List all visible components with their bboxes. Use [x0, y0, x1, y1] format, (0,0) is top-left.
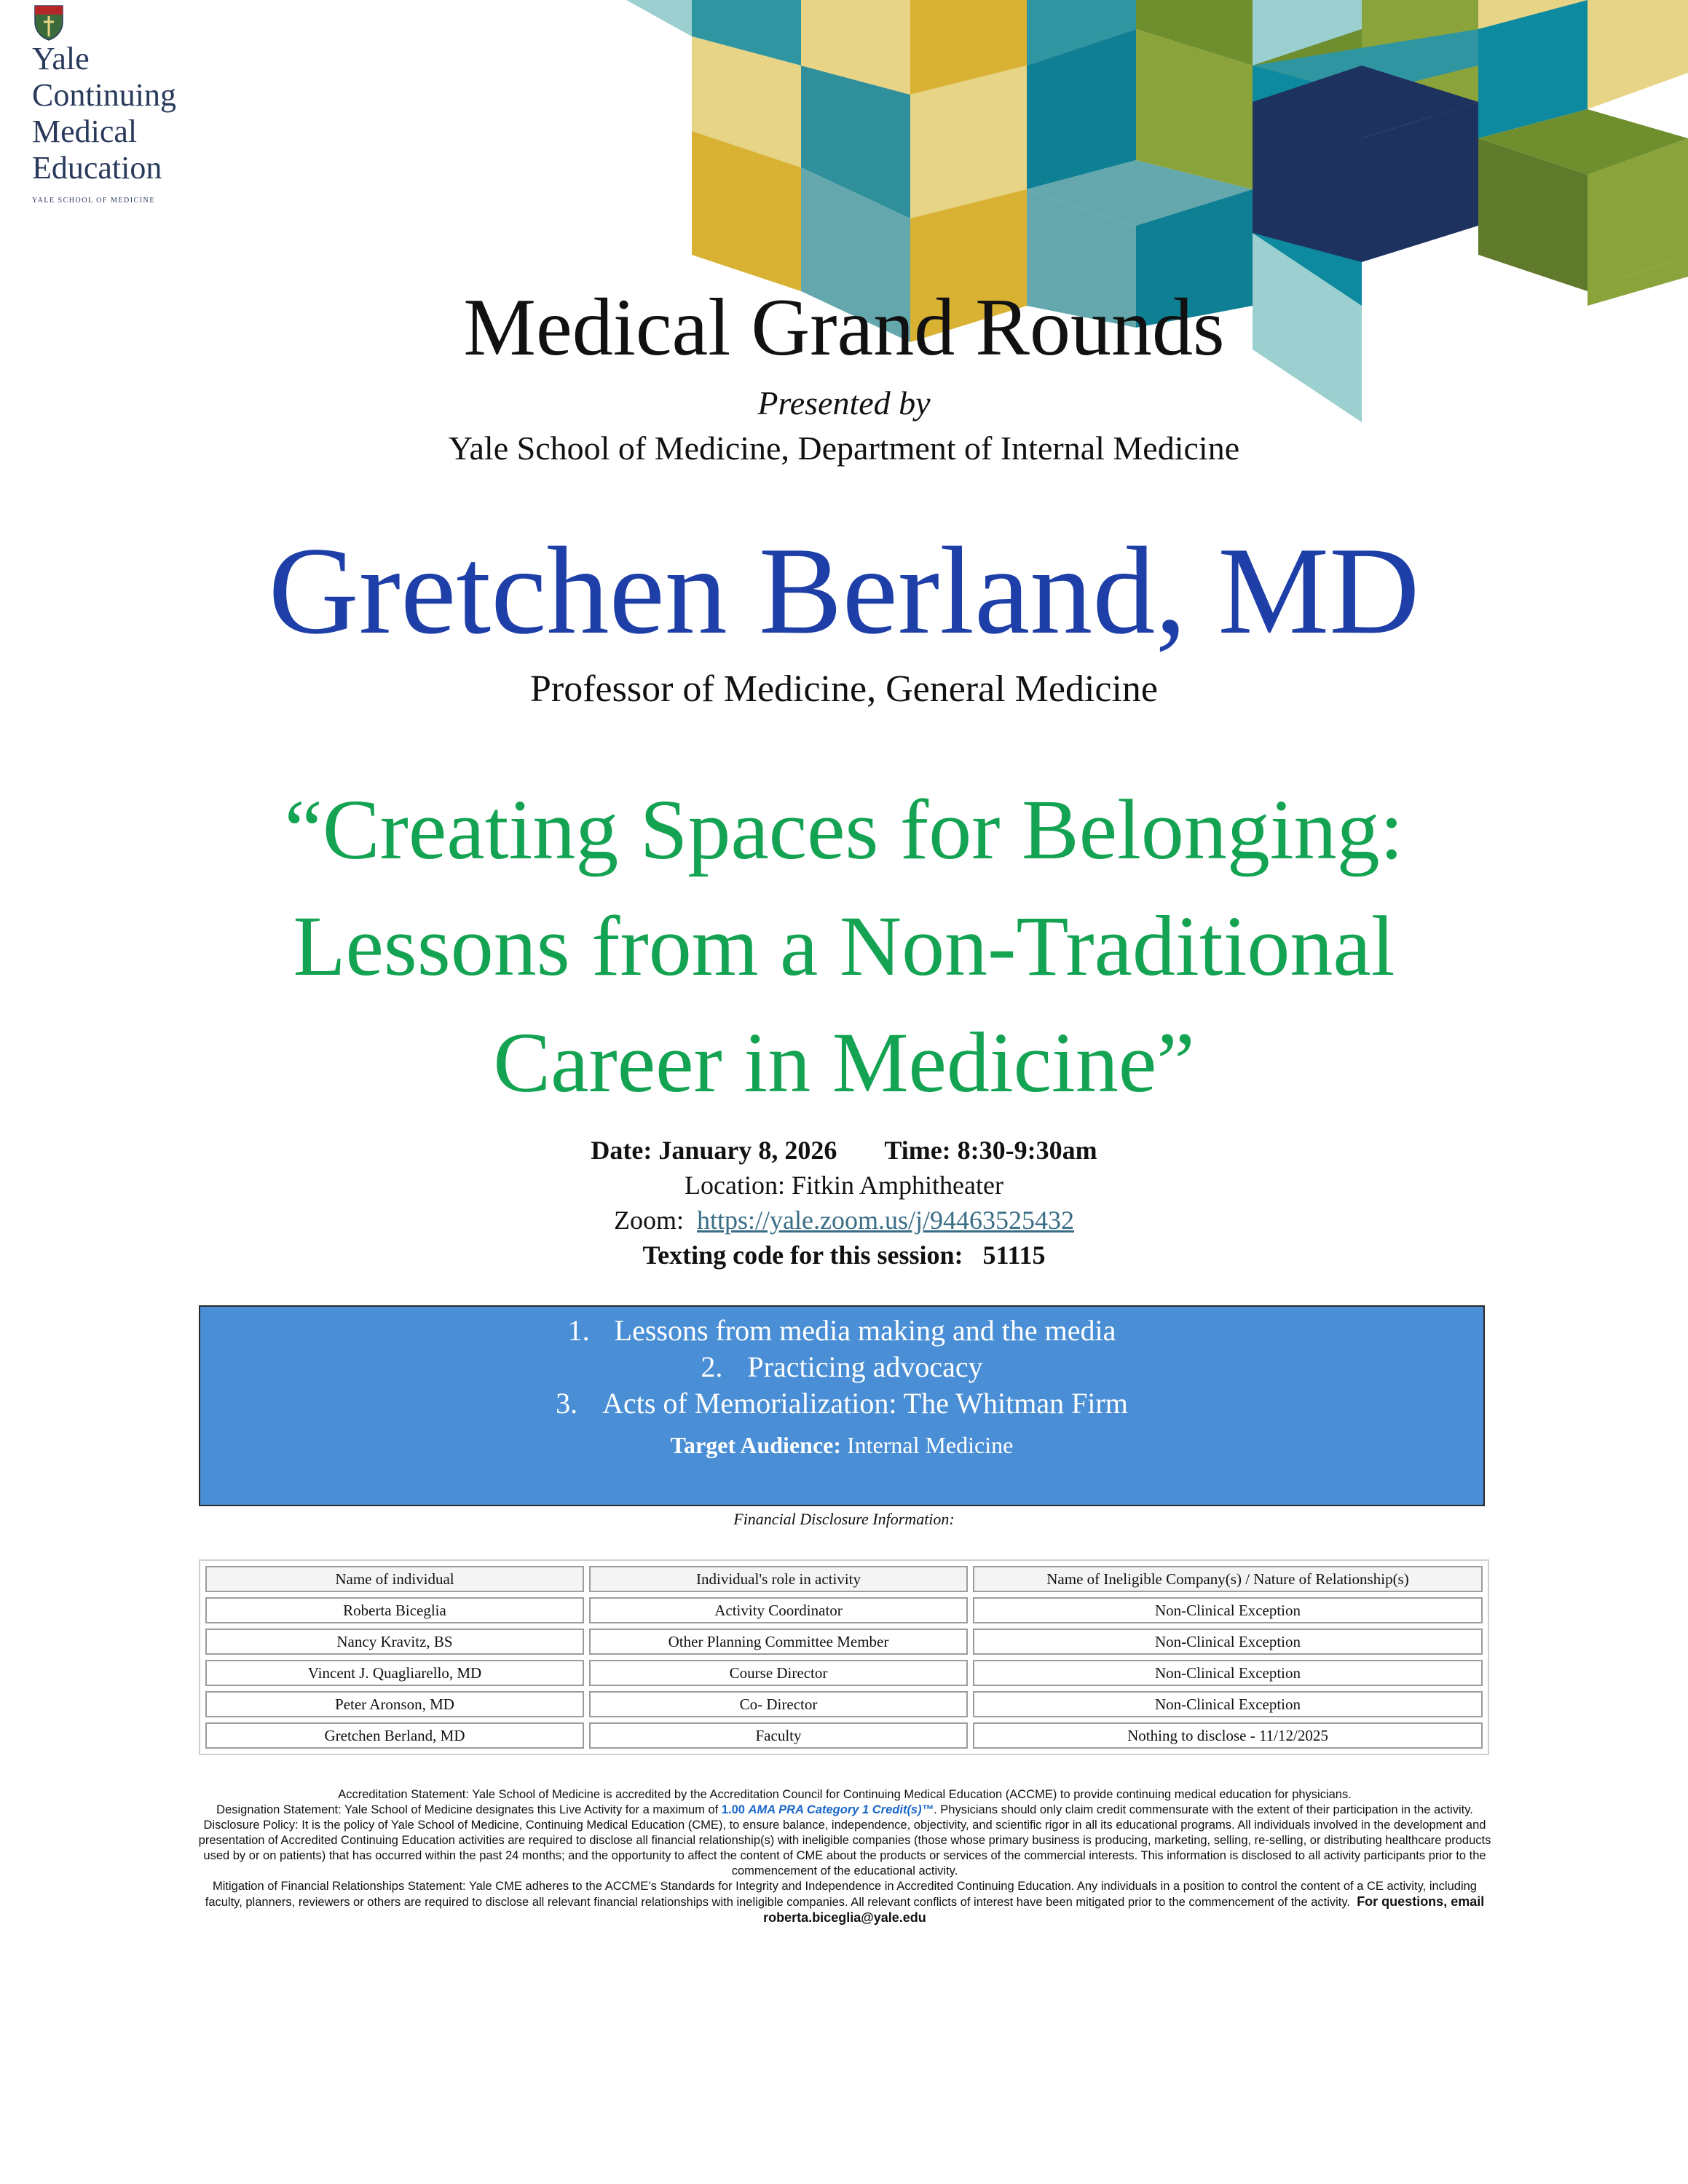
objective-item	[200, 1385, 1483, 1422]
talk-title-line-2: Lessons from a Non-Traditional	[293, 898, 1395, 994]
objective-item	[200, 1313, 1483, 1349]
event-title: Medical Grand Rounds	[463, 282, 1225, 373]
table-cell: Roberta Biceglia	[205, 1597, 584, 1623]
event-details	[0, 1133, 1688, 1273]
table-cell: Peter Aronson, MD	[205, 1691, 584, 1717]
column-header: Individual's role in activity	[589, 1566, 968, 1592]
talk-title-line-3: Career in Medicine”	[493, 1015, 1195, 1110]
date-value: January 8, 2026	[658, 1136, 837, 1165]
yale-cme-logo	[32, 4, 200, 205]
logo-line-3: Medical	[32, 114, 138, 149]
presented-by: Presented by	[757, 384, 931, 422]
speaker-name: Gretchen Berland, MD	[268, 522, 1420, 660]
table-row	[205, 1629, 1483, 1655]
objective-number: 2.	[701, 1350, 723, 1383]
texting-code-row	[0, 1238, 1688, 1273]
disclosure-policy: Disclosure Policy: It is the policy of Yale School of Medicine, Continuing Medical Education (CME), to ensure balance, independence, objectivity, and scientific rigor in all its educational programs. All individuals involved in the development and presentation of Accredited Continuing Education activities are required to disclose all financial relationship(s) with ineligible companies (those whose primary business is producing, marketing, selling, re-selling, or distributing healthcare products used by or on patients) that has occurred within the past 24 months; and the opportunity to affect the content of CME about the products or services of the commercial interests. This information is disclosed to all activity participants prior to the commencement of the educational activity.	[198, 1819, 1491, 1878]
table-cell: Nothing to disclose - 11/12/2025	[973, 1722, 1483, 1749]
table-cell: Gretchen Berland, MD	[205, 1722, 584, 1749]
talk-title	[0, 772, 1688, 1121]
designation-statement: Designation Statement: Yale School of Medicine designates this Live Activity for a maximum of 1.00 AMA PRA Category 1 Credit(s)™. Physicians should only claim credit commensurate with the extent of their participation in the activity.	[216, 1803, 1473, 1816]
logo-school: YALE SCHOOL OF MEDICINE	[32, 197, 155, 205]
objective-text: Lessons from media making and the media	[614, 1314, 1116, 1347]
column-header: Name of individual	[205, 1566, 584, 1592]
objectives-box	[199, 1305, 1485, 1506]
credit-amount: 1.00 AMA PRA Category 1 Credit(s)™	[721, 1803, 934, 1816]
location-label: Location:	[685, 1171, 785, 1200]
target-audience-value: Internal Medicine	[847, 1432, 1014, 1458]
table-cell: Non-Clinical Exception	[973, 1691, 1483, 1717]
table-header-row	[205, 1566, 1483, 1592]
zoom-row	[0, 1203, 1688, 1238]
objectives-list	[200, 1313, 1483, 1422]
yale-shield-icon	[33, 4, 64, 41]
objective-text: Acts of Memorialization: The Whitman Firm	[602, 1387, 1128, 1420]
table-row	[205, 1722, 1483, 1749]
objective-number: 3.	[556, 1387, 578, 1420]
logo-line-4: Education	[32, 150, 162, 186]
mitigation-statement: Mitigation of Financial Relationships Statement: Yale CME adheres to the ACCME’s Standards for Integrity and Independence in Accredited Continuing Education. Any individuals in a position to control the content of a CE activity, including faculty, planners, reviewers or others are required to disclose all relevant financial relationships with ineligible companies. All relevant conflicts of interest have been mitigated prior to the commencement of the activity. For questions, email roberta.biceglia@yale.edu	[205, 1880, 1485, 1925]
table-cell: Activity Coordinator	[589, 1597, 968, 1623]
zoom-label: Zoom:	[614, 1206, 684, 1235]
table-cell: Faculty	[589, 1722, 968, 1749]
texting-code-value: 51115	[982, 1241, 1046, 1270]
time-value: 8:30-9:30am	[957, 1136, 1097, 1165]
time-label: Time:	[884, 1136, 951, 1165]
financial-disclosure-table	[199, 1559, 1489, 1755]
table-cell: Vincent J. Quagliarello, MD	[205, 1660, 584, 1686]
table-row	[205, 1660, 1483, 1686]
speaker-title: Professor of Medicine, General Medicine	[529, 668, 1159, 710]
logo-line-2: Continuing	[32, 77, 177, 113]
column-header: Name of Ineligible Company(s) / Nature of Relationship(s)	[973, 1566, 1483, 1592]
contact-email: For questions, email roberta.biceglia@yale.edu	[763, 1894, 1485, 1925]
table-cell: Course Director	[589, 1660, 968, 1686]
table-cell: Non-Clinical Exception	[973, 1629, 1483, 1655]
financial-disclosure-heading: Financial Disclosure Information:	[733, 1510, 955, 1528]
talk-title-line-1: “Creating Spaces for Belonging:	[284, 782, 1404, 877]
location-value: Fitkin Amphitheater	[791, 1171, 1003, 1200]
target-audience	[200, 1431, 1483, 1460]
target-audience-label: Target Audience:	[670, 1432, 841, 1458]
date-time-row	[0, 1133, 1688, 1168]
table-cell: Other Planning Committee Member	[589, 1629, 968, 1655]
table-cell: Nancy Kravitz, BS	[205, 1629, 584, 1655]
table-row	[205, 1691, 1483, 1717]
table-cell: Co- Director	[589, 1691, 968, 1717]
objective-number: 1.	[567, 1314, 590, 1347]
table-row	[205, 1597, 1483, 1623]
objective-item	[200, 1349, 1483, 1385]
objective-text: Practicing advocacy	[747, 1350, 983, 1383]
texting-code-label: Texting code for this session:	[642, 1241, 963, 1270]
logo-line-1: Yale	[32, 41, 90, 76]
table-cell: Non-Clinical Exception	[973, 1660, 1483, 1686]
location-row	[0, 1168, 1688, 1203]
date-label: Date:	[591, 1136, 652, 1165]
accreditation-statement: Accreditation Statement: Yale School of Medicine is accredited by the Accreditation Council for Continuing Medical Education (ACCME) to provide continuing medical education for physicians.	[338, 1788, 1352, 1801]
table-cell: Non-Clinical Exception	[973, 1597, 1483, 1623]
department: Yale School of Medicine, Department of Internal Medicine	[448, 430, 1240, 467]
accreditation-statements	[197, 1787, 1493, 1926]
zoom-link[interactable]: https://yale.zoom.us/j/94463525432	[697, 1206, 1074, 1235]
